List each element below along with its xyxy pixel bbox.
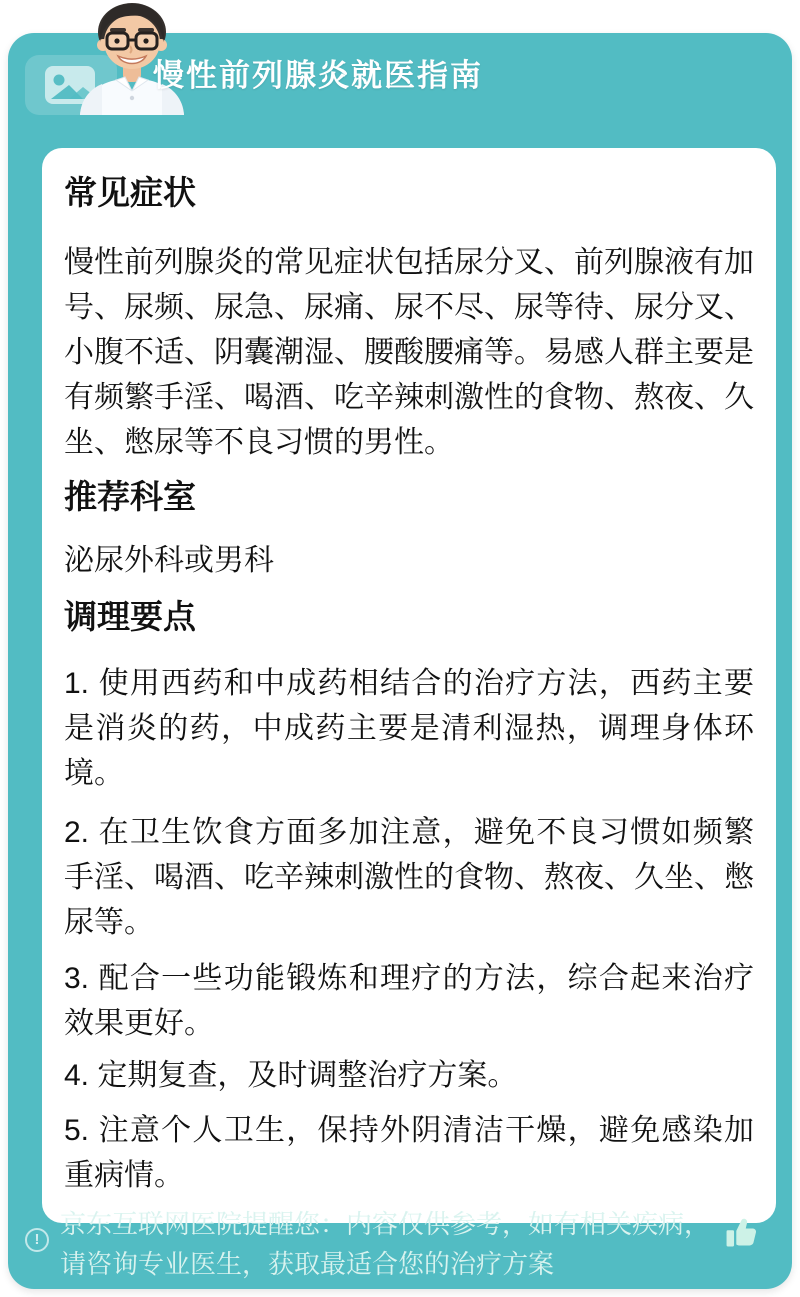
disclaimer-text: 京东互联网医院提醒您：内容仅供参考，如有相关疾病，请咨询专业医生，获取最适合您的治疗方案	[60, 1209, 711, 1279]
care-point-item: 1. 使用西药和中成药相结合的治疗方法，西药主要是消炎的药，中成药主要是清利湿热，调理身体环境。	[64, 667, 754, 790]
content-card	[42, 148, 776, 1223]
section-heading-department: 推荐科室	[64, 478, 196, 515]
care-point-item: 5. 注意个人卫生，保持外阴清洁干燥，避免感染加重病情。	[64, 1114, 754, 1192]
care-point-item: 2. 在卫生饮食方面多加注意，避免不良习惯如频繁手淫、喝酒、吃辛辣刺激性的食物、熬夜、久坐、憋尿等。	[64, 816, 754, 939]
footer	[0, 1196, 800, 1289]
care-point-item: 3. 配合一些功能锻炼和理疗的方法，综合起来治疗效果更好。	[64, 962, 754, 1040]
symptoms-paragraph: 慢性前列腺炎的常见症状包括尿分叉、前列腺液有加号、尿频、尿急、尿痛、尿不尽、尿等待、尿分叉、小腹不适、阴囊潮湿、腰酸腰痛等。易感人群主要是有频繁手淫、喝酒、吃辛辣刺激性的食物、熬夜、久坐、憋尿等不良习惯的男性。	[64, 246, 754, 459]
page-title: 慢性前列腺炎就医指南	[153, 58, 483, 93]
thumbs-up-icon	[724, 1239, 760, 1254]
guide-card	[8, 33, 792, 1289]
info-icon: !	[25, 1228, 49, 1252]
department-paragraph: 泌尿外科或男科	[64, 544, 274, 577]
section-heading-symptoms: 常见症状	[64, 174, 196, 211]
section-heading-care-points: 调理要点	[64, 598, 196, 635]
care-point-item: 4. 定期复查，及时调整治疗方案。	[64, 1059, 518, 1092]
thumbs-up-button[interactable]	[722, 1214, 762, 1254]
